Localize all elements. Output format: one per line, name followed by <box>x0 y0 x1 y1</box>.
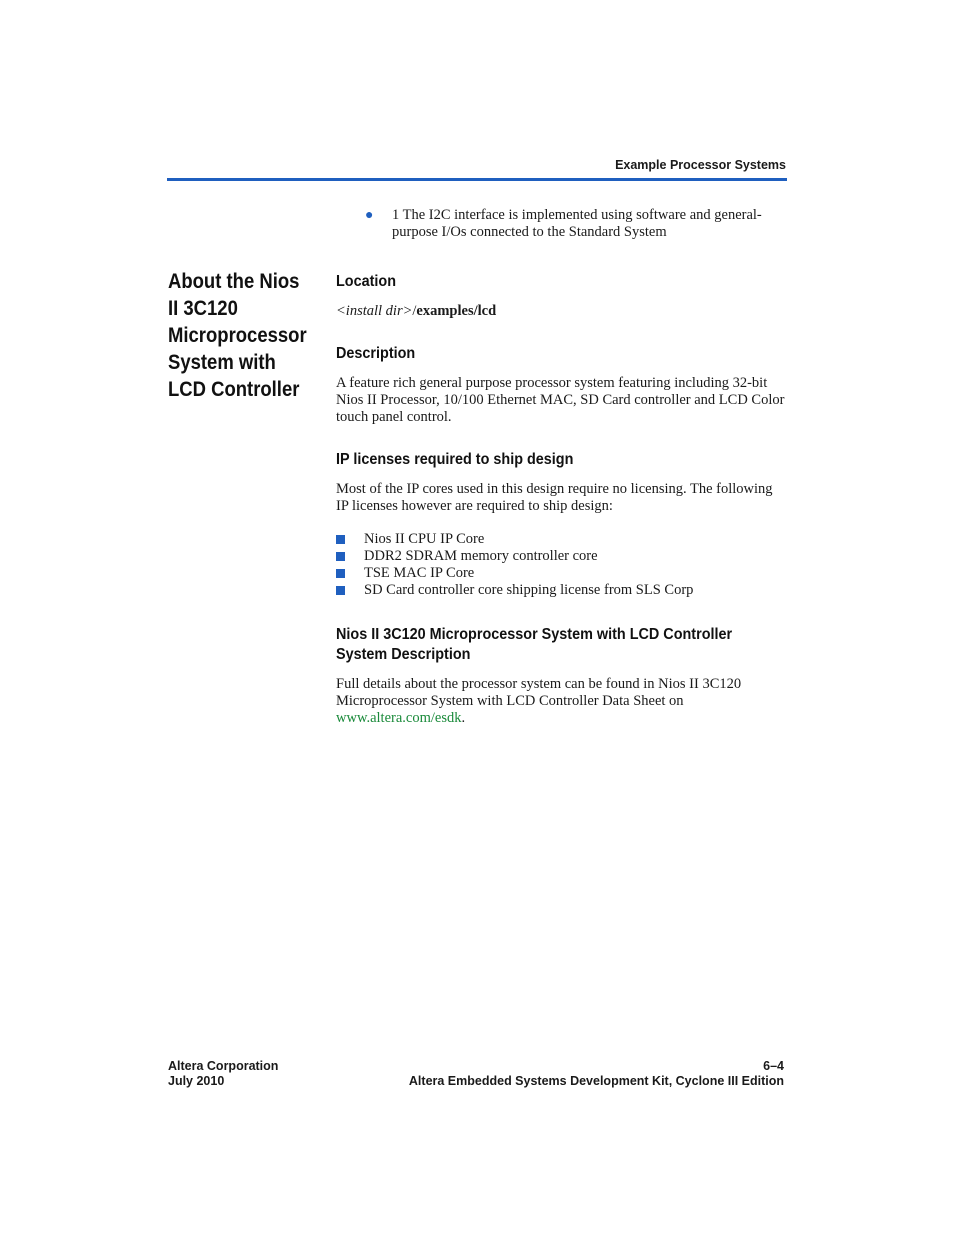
ip-licenses-intro: Most of the IP cores used in this design require no licensing. The following IP licenses however are required to ship design: <box>336 481 773 514</box>
running-header: Example Processor Systems <box>615 158 786 172</box>
location-heading: Location <box>336 273 397 290</box>
square-bullet-icon <box>336 552 345 561</box>
description-heading: Description <box>336 345 416 362</box>
description-text: A feature rich general purpose processor system featuring including 32-bit Nios II Processor, 10/100 Ethernet MAC, SD Card controller and LCD Color touch panel control. <box>336 375 785 425</box>
square-bullet-icon <box>336 535 345 544</box>
location-path <box>336 303 788 320</box>
note <box>365 207 790 241</box>
list-item: TSE MAC IP Core <box>336 565 693 582</box>
section-title: About the Nios II 3C120 Microprocessor System with LCD Controller <box>168 270 307 401</box>
header-rule <box>167 178 787 181</box>
system-description-text: Full details about the processor system can be found in Nios II 3C120 Microprocessor System with LCD Controller Data Sheet on www.altera.com/esdk. <box>336 676 742 726</box>
esdk-link[interactable]: www.altera.com/esdk <box>336 710 462 726</box>
ip-license-list <box>336 531 693 599</box>
path-folder: examples/lcd <box>416 303 497 319</box>
list-item: Nios II CPU IP Core <box>336 531 693 548</box>
system-description-heading: Nios II 3C120 Microprocessor System with LCD Controller System Description <box>336 626 733 663</box>
list-item: DDR2 SDRAM memory controller core <box>336 548 693 565</box>
footer-book-title: Altera Embedded Systems Development Kit, Cyclone III Edition <box>408 1074 784 1088</box>
list-item: SD Card controller core shipping license from SLS Corp <box>336 582 693 599</box>
footer-company: Altera Corporation <box>168 1059 279 1073</box>
square-bullet-icon <box>336 586 345 595</box>
footer-left <box>168 1059 278 1089</box>
bullet-icon: ● <box>365 208 374 223</box>
path-separator: / <box>412 303 417 319</box>
ip-licenses-heading: IP licenses required to ship design <box>336 451 574 468</box>
footer-right <box>409 1059 784 1089</box>
square-bullet-icon <box>336 569 345 578</box>
footer-date: July 2010 <box>168 1074 225 1088</box>
path-install-dir: <install dir> <box>336 303 413 319</box>
footer-page-number: 6–4 <box>763 1059 784 1073</box>
note-text: 1 The I2C interface is implemented using software and general-purpose I/Os connected to the Standard System <box>392 207 762 240</box>
